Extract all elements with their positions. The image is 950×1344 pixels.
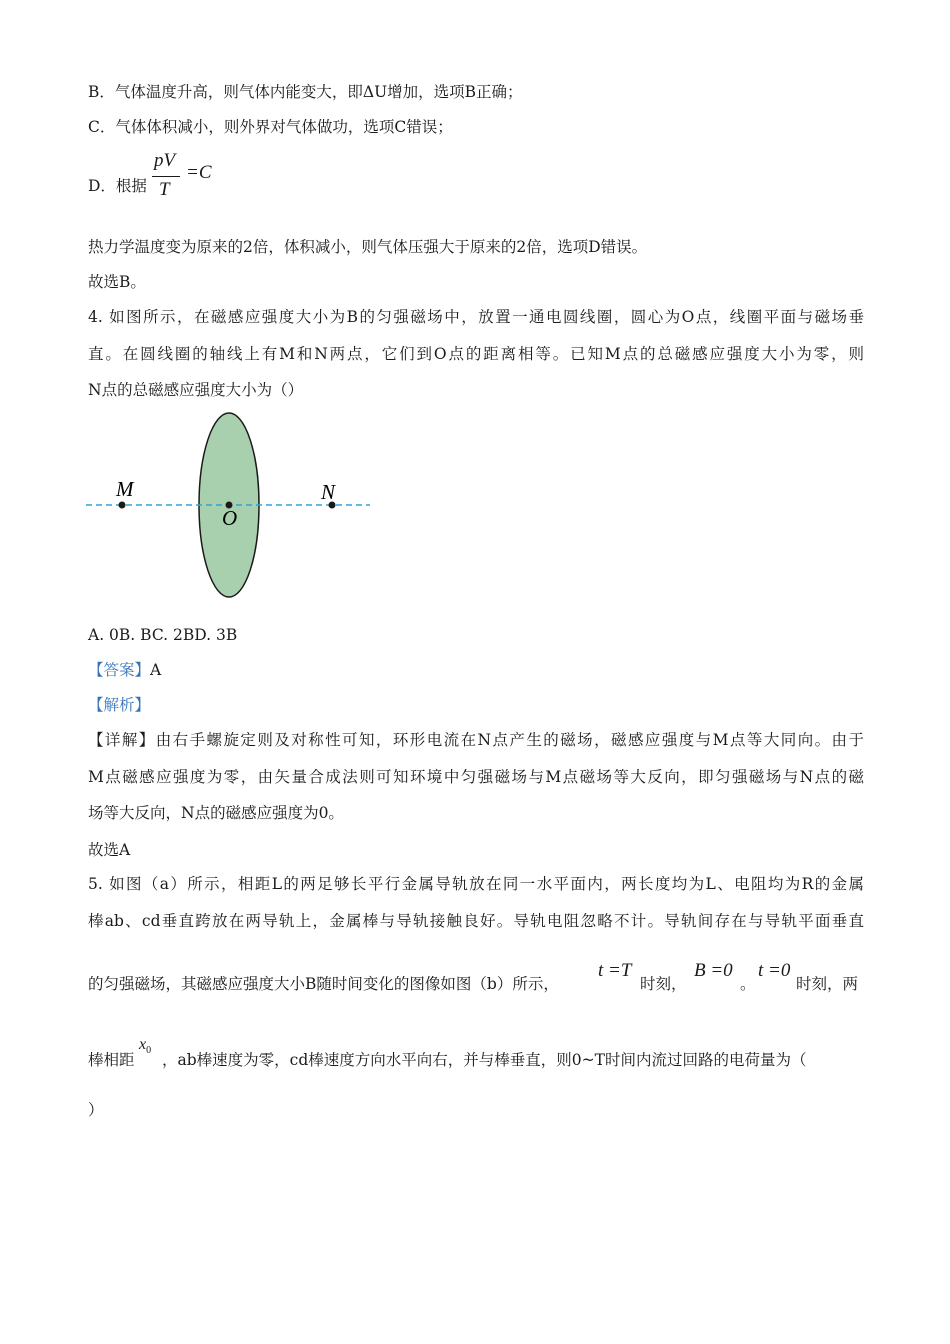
detail-text1: 由右手螺旋定则及对称性可知，环形电流在N点产生的磁场，磁感应强度与M点等大同向。由于 [155, 731, 864, 749]
math-x0 [139, 1036, 151, 1056]
math-t-eq-0: t =0 [758, 960, 791, 981]
math-t-eq-T: t =T [598, 960, 632, 981]
q5-stem-line4a: 棒相距 [88, 1051, 135, 1069]
answer-value: A [150, 661, 162, 679]
ideal-gas-fraction [150, 146, 270, 206]
q4-stem-line2: 直。在圆线圈的轴线上有M和N两点，它们到O点的距离相等。已知M点的总磁感应强度大小为零，则 [88, 345, 864, 363]
q5-stem-line3d: 时刻，两 [796, 975, 859, 993]
thermo-conclusion: 热力学温度变为原来的2倍，体积减小，则气体压强大于原来的2倍，选项D错误。 [88, 238, 648, 256]
option-d-prefix: D．根据 [88, 177, 147, 195]
option-c-explanation: C．气体体积减小，则外界对气体做功，选项C错误； [88, 118, 453, 136]
detail-line3: 场等大反向，N点的磁感应强度为0。 [88, 804, 344, 822]
label-n: N [321, 480, 336, 504]
detail-line2: M点磁感应强度为零，由矢量合成法则可知环境中匀强磁场与M点磁场等大反向，即匀强磁场与N点的磁 [88, 768, 864, 786]
q4-choose: 故选A [88, 841, 131, 859]
detail-line1 [88, 730, 864, 750]
option-b-explanation: B．气体温度升高，则气体内能变大，即ΔU增加，选项B正确； [88, 83, 523, 101]
fraction-bar [152, 176, 180, 177]
q4-stem-line3: N点的总磁感应强度大小为（） [88, 381, 304, 399]
label-o: O [222, 506, 238, 530]
q5-stem-line5: ） [88, 1101, 104, 1119]
q5-stem-line2: 棒ab、cd垂直跨放在两导轨上，金属棒与导轨接触良好。导轨电阻忽略不计。导轨间存在与导轨平面垂直 [88, 912, 864, 930]
answer-tag: 【答案】 [88, 661, 151, 679]
q5-stem-line4b: ，ab棒速度为零，cd棒速度方向水平向右，并与棒垂直，则0~T时间内流过回路的电荷量为（ [162, 1051, 807, 1069]
q4-stem-line1: 4. 如图所示，在磁感应强度大小为B的匀强磁场中，放置一通电圆线圈，圆心为O点，线圈平面与磁场垂 [88, 308, 864, 326]
detail-tag: 【详解】 [88, 731, 156, 749]
q5-stem-line3c: 。 [740, 975, 756, 993]
analysis-tag: 【解析】 [88, 696, 151, 714]
label-m: M [116, 477, 134, 501]
coil-diagram [86, 412, 376, 602]
q5-stem-line1: 5. 如图（a）所示，相距L的两足够长平行金属导轨放在同一水平面内，两长度均为L、电阻均为R的金属 [88, 875, 864, 893]
math-x: x [139, 1036, 147, 1053]
q4-answer [88, 660, 161, 680]
q5-stem-line3b: 时刻， [640, 975, 687, 993]
choose-b: 故选B。 [88, 273, 146, 291]
point-m [119, 502, 126, 509]
math-b-eq-0: B =0 [694, 960, 733, 981]
fraction-numerator: pV [154, 150, 176, 171]
q4-options: A. 0B. BC. 2BD. 3B [88, 626, 238, 644]
math-sub-0: 0 [146, 1045, 152, 1057]
fraction-rhs: =C [186, 162, 212, 183]
q5-stem-line3a: 的匀强磁场，其磁感应强度大小B随时间变化的图像如图（b）所示， [88, 975, 559, 993]
fraction-denominator: T [159, 179, 170, 200]
